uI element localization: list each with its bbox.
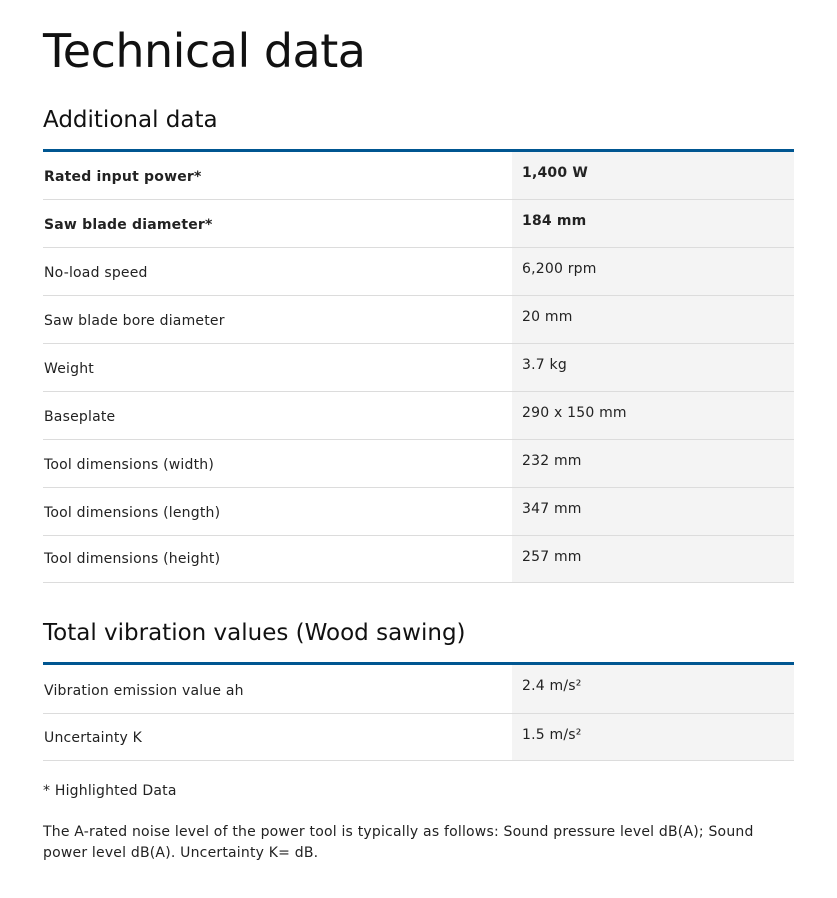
- highlighted-data-footnote: * Highlighted Data: [43, 783, 177, 799]
- row-value: 184 mm: [512, 200, 794, 247]
- row-value: 2.4 m/s²: [512, 665, 794, 713]
- section-title-total-vibration: Total vibration values (Wood sawing): [43, 620, 466, 646]
- row-label: Weight: [44, 361, 94, 377]
- row-value: 1.5 m/s²: [512, 714, 794, 760]
- row-label: Tool dimensions (length): [44, 505, 221, 521]
- row-label: Tool dimensions (width): [44, 457, 215, 473]
- table-row: [43, 152, 794, 200]
- row-value: 347 mm: [512, 488, 794, 535]
- page-title: Technical data: [43, 24, 366, 78]
- table-row: [43, 714, 794, 761]
- row-label: Uncertainty K: [44, 730, 143, 746]
- row-label: Saw blade diameter*: [44, 217, 213, 233]
- table-row: [43, 296, 794, 344]
- row-value: 6,200 rpm: [512, 248, 794, 295]
- vibration-data-table: [43, 662, 794, 761]
- noise-level-note: The A-rated noise level of the power tool is typically as follows: Sound pressure level dB(A); Sound power level dB(A). Uncertainty K= dB.: [43, 824, 754, 861]
- row-label: No-load speed: [44, 265, 148, 281]
- row-value: 290 x 150 mm: [512, 392, 794, 439]
- table-row: [43, 536, 794, 583]
- table-row: [43, 392, 794, 440]
- row-value: 257 mm: [512, 536, 794, 582]
- row-label: Vibration emission value ah: [44, 683, 244, 699]
- table-row: [43, 665, 794, 714]
- table-row: [43, 344, 794, 392]
- additional-data-table: [43, 149, 794, 583]
- table-row: [43, 440, 794, 488]
- row-value: 1,400 W: [512, 152, 794, 199]
- row-value: 232 mm: [512, 440, 794, 487]
- row-value: 20 mm: [512, 296, 794, 343]
- row-label: Tool dimensions (height): [44, 551, 221, 567]
- row-label: Baseplate: [44, 409, 116, 425]
- row-value: 3.7 kg: [512, 344, 794, 391]
- row-label: Saw blade bore diameter: [44, 313, 225, 329]
- row-label: Rated input power*: [44, 169, 202, 185]
- table-row: [43, 200, 794, 248]
- table-row: [43, 488, 794, 536]
- section-title-additional-data: Additional data: [43, 107, 218, 133]
- table-row: [43, 248, 794, 296]
